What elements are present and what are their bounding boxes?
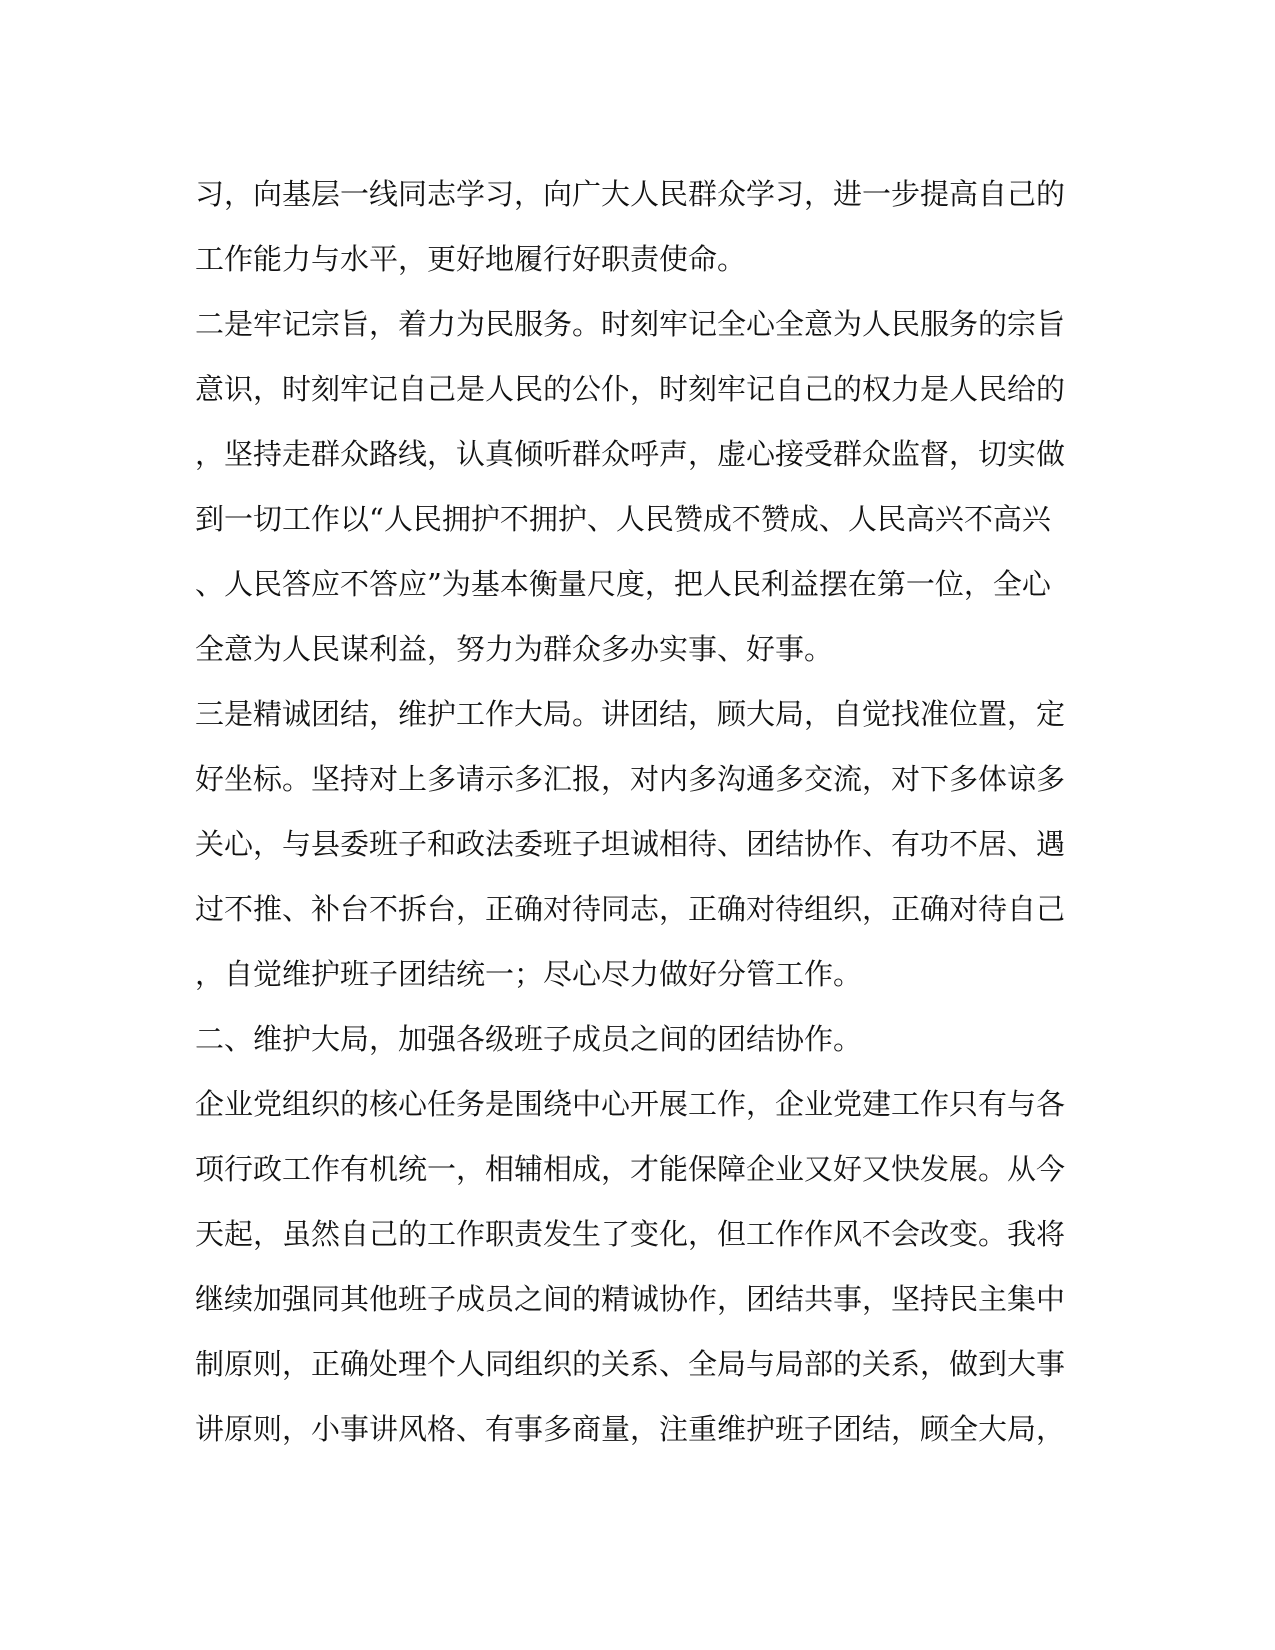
text-line: 关心，与县委班子和政法委班子坦诚相待、团结协作、有功不居、遇 [195,827,1066,861]
text-line: 制原则，正确处理个人同组织的关系、全局与局部的关系，做到大事 [195,1347,1066,1381]
text-line: 习，向基层一线同志学习，向广大人民群众学习，进一步提高自己的 [195,177,1066,211]
text-line: 讲原则，小事讲风格、有事多商量，注重维护班子团结，顾全大局， [195,1412,1066,1446]
text-line: 好坐标。坚持对上多请示多汇报，对内多沟通多交流，对下多体谅多 [195,762,1066,796]
text-line: 过不推、补台不拆台，正确对待同志，正确对待组织，正确对待自己 [195,892,1066,926]
text-line: 项行政工作有机统一，相辅相成，才能保障企业又好又快发展。从今 [195,1152,1066,1186]
text-line: 意识，时刻牢记自己是人民的公仆，时刻牢记自己的权力是人民给的 [195,372,1066,406]
text-line: 、人民答应不答应”为基本衡量尺度，把人民利益摆在第一位，全心 [195,567,1051,601]
text-line: 企业党组织的核心任务是围绕中心开展工作，企业党建工作只有与各 [195,1087,1066,1121]
text-line: 三是精诚团结，维护工作大局。讲团结，顾大局，自觉找准位置，定 [195,697,1066,731]
text-line: 工作能力与水平，更好地履行好职责使命。 [195,242,747,276]
text-line: ，坚持走群众路线，认真倾听群众呼声，虚心接受群众监督，切实做 [195,437,1066,471]
text-line: 二是牢记宗旨，着力为民服务。时刻牢记全心全意为人民服务的宗旨 [195,307,1066,341]
text-line: ，自觉维护班子团结统一；尽心尽力做好分管工作。 [195,957,863,991]
text-line: 到一切工作以“人民拥护不拥护、人民赞成不赞成、人民高兴不高兴 [195,502,1051,536]
section-heading: 二、维护大局，加强各级班子成员之间的团结协作。 [195,1022,863,1056]
text-line: 天起，虽然自己的工作职责发生了变化，但工作作风不会改变。我将 [195,1217,1066,1251]
body-text [195,162,1085,1462]
text-line: 全意为人民谋利益，努力为群众多办实事、好事。 [195,632,834,666]
text-line: 继续加强同其他班子成员之间的精诚协作，团结共事，坚持民主集中 [195,1282,1066,1316]
